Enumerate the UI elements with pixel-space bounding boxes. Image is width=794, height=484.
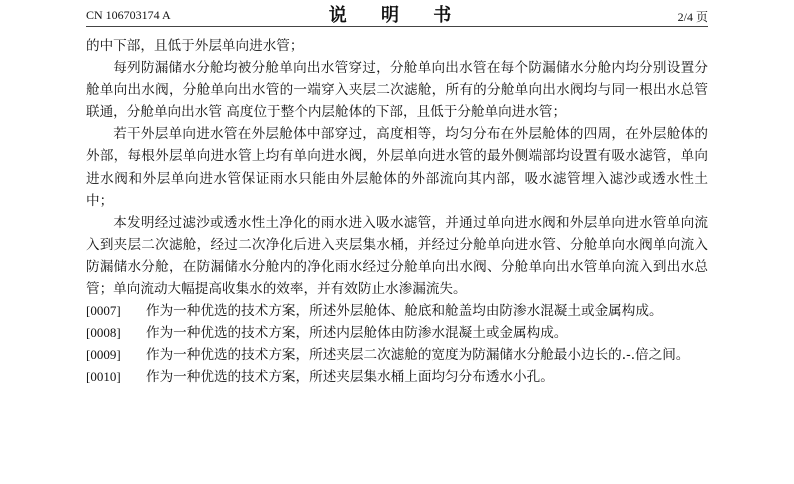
paragraph-text: 作为一种优选的技术方案，所述夹层集水桶上面均匀分布透水小孔。 xyxy=(146,369,554,386)
paragraph-number: [0010] xyxy=(86,369,121,385)
paragraph-number: [0007] xyxy=(86,303,121,319)
header-divider xyxy=(86,26,708,27)
paragraph-number: [0008] xyxy=(86,325,121,341)
paragraph-0009 xyxy=(86,344,708,366)
paragraph-0008 xyxy=(86,322,708,344)
paragraph-text: 作为一种优选的技术方案，所述夹层二次滤舱的宽度为防漏储水分舱最小边长的.-.倍之间。 xyxy=(146,347,690,364)
document-body xyxy=(86,35,708,389)
publication-number: CN 106703174 A xyxy=(86,8,171,22)
document-title: 说 明 书 xyxy=(328,5,466,26)
paragraph-text: 作为一种优选的技术方案，所述外层舱体、舱底和舱盖均由防渗水混凝土或金属构成。 xyxy=(146,303,663,320)
paragraph-number: [0009] xyxy=(86,347,121,363)
page-number: 2/4 页 xyxy=(677,10,708,24)
paragraph-text: 作为一种优选的技术方案，所述内层舱体由防渗水混凝土或金属构成。 xyxy=(146,325,568,342)
paragraph-continuation: 的中下部，且低于外层单向进水管； xyxy=(86,38,304,54)
page-header xyxy=(0,0,794,26)
paragraph-inlet-pipes: 若干外层单向进水管在外层舱体中部穿过，高度相等，均匀分布在外层舱体的四周，在外层舱体的外部，每根外层单向进水管上均有单向进水阀，外层单向进水管的最外侧端部均设置有吸水滤管，单向进水阀和外层单向进水管保证雨水只能由外层舱体的外部流向其内部，吸水滤管埋入滤沙或透水性土中； xyxy=(86,126,708,209)
paragraph-0007 xyxy=(86,300,708,322)
paragraph-outlet-pipes: 每列防漏储水分舱均被分舱单向出水管穿过，分舱单向出水管在每个防漏储水分舱内均分别设置分舱单向出水阀，分舱单向出水管的一端穿入夹层二次滤舱，所有的分舱单向出水阀均与同一根出水总管联通，分舱单向出水管 高度位于整个内层舱体的下部，且低于分舱单向进水管； xyxy=(86,60,708,121)
paragraph-water-flow: 本发明经过滤沙或透水性土净化的雨水进入吸水滤管，并通过单向进水阀和外层单向进水管单向流入到夹层二次滤舱，经过二次净化后进入夹层集水桶，并经过分舱单向进水管、分舱单向水阀单向流入防漏储水分舱，在防漏储水分舱内的净化雨水经过分舱单向出水阀、分舱单向出水管单向流入到出水总管；单向流动大幅提高收集水的效率，并有效防止水渗漏流失。 xyxy=(86,214,708,298)
paragraph-0010 xyxy=(86,366,708,388)
